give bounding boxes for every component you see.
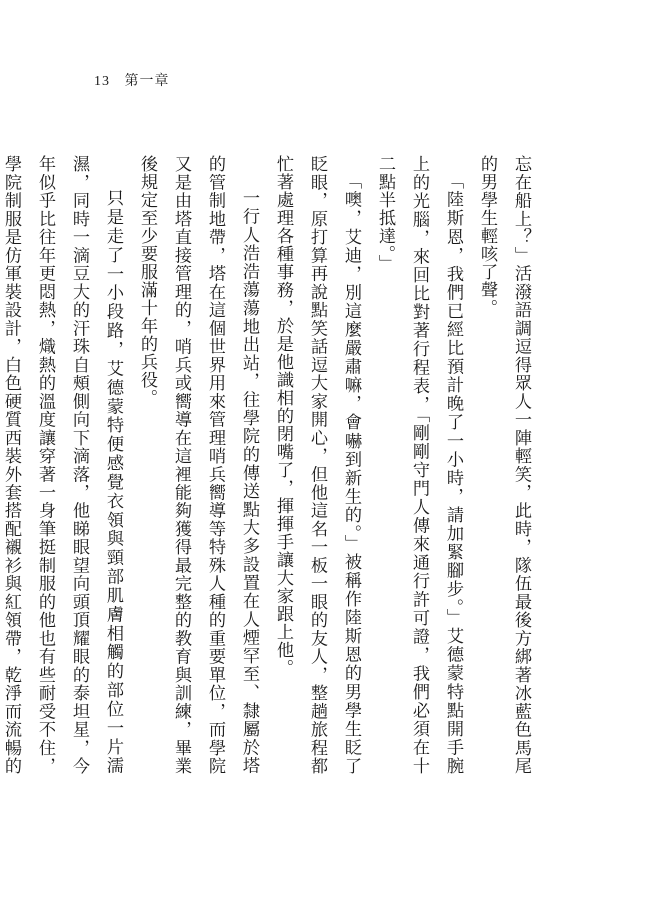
paragraph: 只是走了一小段路，艾德蒙特便感覺衣領與頸部肌膚相觸的部位一片濡濕，同時一滴豆大的汗珠自頰側向下滴落，他睇眼望向頭頂耀眼的泰坦星，今年似乎比往年更悶熱，熾熱的溫度讓穿著一身筆挺制服的他也有些耐受不住，學院制服是仿軍裝設計，白色硬質西裝外套搭配襯衫與紅領帶，乾淨而流暢的	[1, 155, 123, 775]
running-header	[94, 70, 170, 90]
paragraph: 忘在船上？」活潑語調逗得眾人一陣輕笑，此時，隊伍最後方綁著冰藍色馬尾的男學生輕咳了聲。	[477, 155, 531, 775]
page-number: 13	[94, 74, 110, 89]
paragraph: 一行人浩浩蕩蕩地出站，往學院的傳送點大多設置在人煙罕至、隸屬於塔的管制地帶，塔在這個世界用來管理哨兵嚮導等特殊人種的重要單位，而學院又是由塔直接管理的，哨兵或嚮導在這裡能夠獲得最完整的教育與訓練，畢業後規定至少要服滿十年的兵役。	[137, 155, 259, 775]
body-text	[1, 155, 538, 775]
paragraph: 「陸斯恩，我們已經比預計晚了一小時，請加緊腳步。」艾德蒙特點開手腕上的光腦，來回比對著行程表，「剛剛守門人傳來通行許可證，我們必須在十二點半抵達。」	[375, 155, 463, 775]
paragraph: 「噢，艾迪，別這麼嚴肅嘛，會嚇到新生的。」被稱作陸斯恩的男學生眨了眨眼，原打算再說點笑話逗大家開心，但他這名一板一眼的友人，整趟旅程都忙著處理各種事務，於是他識相的閉嘴了，揮揮手讓大家跟上他。	[273, 155, 361, 775]
chapter-title: 第一章	[124, 74, 170, 89]
